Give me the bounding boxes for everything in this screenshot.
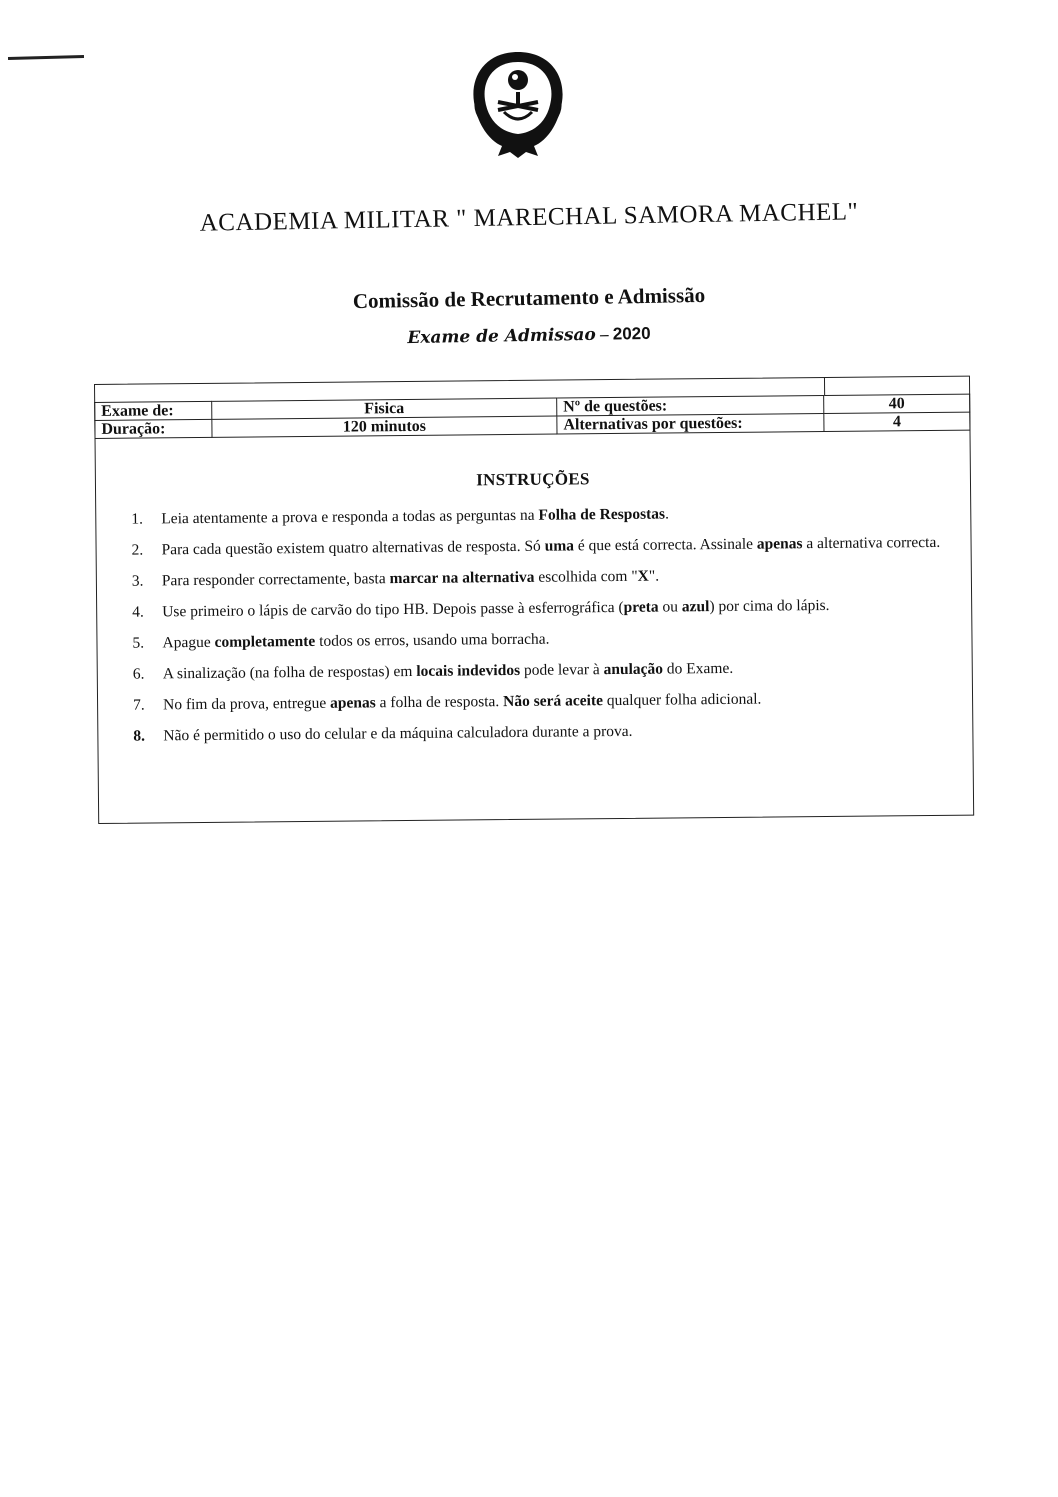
instruction-emphasis: X <box>637 567 649 585</box>
exam-year: 2020 <box>612 323 651 344</box>
instruction-text: ou <box>658 598 682 616</box>
instruction-emphasis: marcar na alternativa <box>389 568 535 588</box>
instruction-number: 5. <box>132 634 145 652</box>
exam-title-separator: – <box>595 324 613 344</box>
exam-label: Exame de: <box>95 401 212 420</box>
instruction-text: a folha de resposta. <box>375 693 504 712</box>
instruction-emphasis: preta <box>623 598 659 616</box>
instruction-text: A sinalização (na folha de respostas) em <box>162 662 417 683</box>
instruction-emphasis: apenas <box>329 694 376 712</box>
instruction-emphasis: azul <box>681 598 710 616</box>
instruction-text: do Exame. <box>662 659 734 678</box>
instruction-text: Para responder correctamente, basta <box>161 570 390 590</box>
instruction-text: ) por cima do lápis. <box>709 596 830 616</box>
instruction-text: . <box>664 505 669 523</box>
duration-value: 120 minutos <box>212 416 557 437</box>
instructions-list <box>131 496 963 752</box>
instruction-text: escolhida com " <box>534 567 638 586</box>
academy-emblem-icon <box>458 46 578 164</box>
instruction-emphasis: completamente <box>214 632 316 651</box>
duration-label: Duração: <box>95 419 212 438</box>
instruction-text: ". <box>648 567 660 585</box>
exam-info-box <box>94 376 974 824</box>
instruction-emphasis: anulação <box>603 660 664 679</box>
instruction-number: 8. <box>133 727 146 745</box>
instruction-text: Apague <box>162 633 215 652</box>
instruction-number: 7. <box>133 696 145 714</box>
instruction-text: Para cada questão existem quatro alternativas de resposta. Só <box>161 537 545 559</box>
exam-title-text: Exame de Admissao <box>407 324 596 349</box>
questions-value: 40 <box>824 394 970 413</box>
box-top-cell <box>824 376 971 395</box>
exam-title <box>0 317 1058 355</box>
questions-label: Nº de questões: <box>557 395 824 416</box>
instruction-emphasis: apenas <box>756 535 803 553</box>
scan-artifact-line <box>8 55 84 60</box>
exam-value: Fisica <box>212 398 557 419</box>
commission-title: Comissão de Recrutamento e Admissão <box>352 282 706 314</box>
instruction-number: 3. <box>131 572 144 590</box>
instruction-text: pode levar à <box>519 661 604 679</box>
instruction-text: é que está correcta. Assinale <box>573 535 757 555</box>
instruction-emphasis: locais indevidos <box>416 661 521 680</box>
instruction-text: todos os erros, usando uma borracha. <box>315 630 550 650</box>
instruction-number: 6. <box>132 665 145 683</box>
instruction-emphasis: uma <box>544 537 575 555</box>
instruction-text: No fim da prova, entregue <box>163 694 331 714</box>
instructions-heading: INSTRUÇÕES <box>476 469 590 490</box>
instruction-number: 4. <box>132 603 144 621</box>
instruction-number: 1. <box>131 510 144 528</box>
instruction-text: Não é permitido o uso do celular e da máquina calculadora durante a prova. <box>163 722 633 745</box>
alternatives-value: 4 <box>824 412 970 431</box>
instruction-emphasis: Folha de Respostas <box>538 505 666 524</box>
institution-title: ACADEMIA MILITAR " MARECHAL SAMORA MACHEL" <box>199 198 859 237</box>
instruction-number: 2. <box>131 541 144 559</box>
instruction-text: a alternativa correcta. <box>802 533 941 553</box>
instruction-text: Use primeiro o lápis de carvão do tipo HB. Depois passe à esferrográfica ( <box>162 598 624 621</box>
alternatives-label: Alternativas por questões: <box>557 413 824 434</box>
instruction-emphasis: Não será aceite <box>503 692 604 711</box>
instruction-text: Leia atentamente a prova e responda a todas as perguntas na <box>161 506 539 528</box>
instruction-text: qualquer folha adicional. <box>602 690 762 710</box>
